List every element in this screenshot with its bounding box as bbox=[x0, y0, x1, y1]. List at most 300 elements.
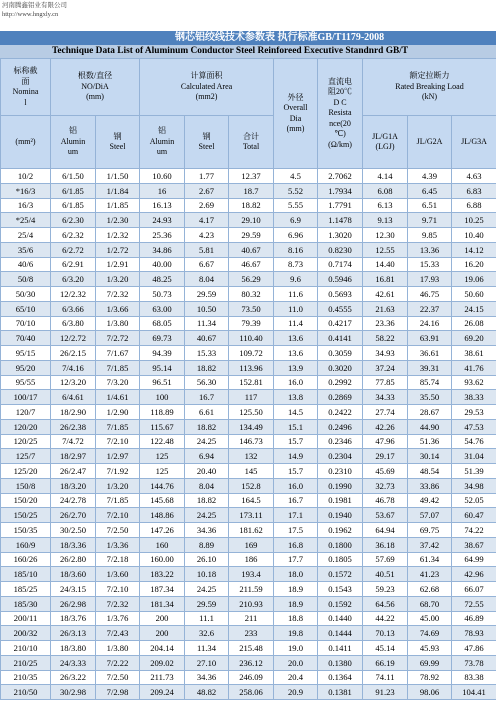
cell-dc-resistance: 1.7934 bbox=[318, 183, 363, 198]
sub-steel-cn: 钢 bbox=[202, 131, 211, 141]
cell-breaking-load-g1a: 27.74 bbox=[363, 405, 408, 420]
header-overall-dia-cn: 外径 bbox=[287, 92, 304, 102]
cell-steel-strands: 7/2.50 bbox=[96, 523, 140, 538]
header-strands-cn: 根数/直径 bbox=[77, 71, 113, 81]
cell-breaking-load-g3a: 38.33 bbox=[452, 390, 496, 405]
cell-dc-resistance: 0.7174 bbox=[318, 257, 363, 272]
cell-steel-strands: 7/2.18 bbox=[96, 552, 140, 567]
cell-al-strands: 26/3.13 bbox=[51, 626, 96, 641]
cell-al-strands: 26/2.98 bbox=[51, 596, 96, 611]
header-strands-aluminum bbox=[51, 116, 96, 169]
cell-total-area: 18.82 bbox=[229, 198, 274, 213]
cell-steel-area: 24.25 bbox=[185, 434, 229, 449]
cell-breaking-load-g2a: 17.93 bbox=[408, 272, 452, 287]
cell-steel-strands: 1/3.80 bbox=[96, 316, 140, 331]
cell-breaking-load-g3a: 24.15 bbox=[452, 301, 496, 316]
cell-steel-area: 15.33 bbox=[185, 346, 229, 361]
cell-breaking-load-g2a: 85.74 bbox=[408, 375, 452, 390]
cell-steel-area: 6.61 bbox=[185, 405, 229, 420]
header-area-steel bbox=[185, 116, 229, 169]
cell-nominal-section: *25/4 bbox=[1, 213, 51, 228]
cell-breaking-load-g2a: 9.71 bbox=[408, 213, 452, 228]
cell-al-strands: 18/2.90 bbox=[51, 405, 96, 420]
table-row bbox=[1, 582, 496, 597]
cell-steel-area: 4.23 bbox=[185, 228, 229, 243]
cell-breaking-load-g2a: 69.75 bbox=[408, 523, 452, 538]
cell-dc-resistance: 0.2422 bbox=[318, 405, 363, 420]
company-header bbox=[2, 1, 67, 19]
cell-breaking-load-g2a: 98.06 bbox=[408, 685, 452, 700]
cell-al-strands: 7/4.72 bbox=[51, 434, 96, 449]
cell-al-strands: 26/2.80 bbox=[51, 552, 96, 567]
header-strands-steel bbox=[96, 116, 140, 169]
header-area-cn: 计算面积 bbox=[190, 71, 223, 81]
cell-steel-strands: 1/3.76 bbox=[96, 611, 140, 626]
cell-overall-dia: 14.9 bbox=[274, 449, 318, 464]
cell-al-strands: 6/2.32 bbox=[51, 228, 96, 243]
cell-dc-resistance: 0.1990 bbox=[318, 478, 363, 493]
cell-steel-strands: 7/1.85 bbox=[96, 360, 140, 375]
cell-breaking-load-g3a: 83.38 bbox=[452, 670, 496, 685]
cell-al-area: 115.67 bbox=[140, 419, 185, 434]
table-row bbox=[1, 198, 496, 213]
header-overall-dia-unit: (mm) bbox=[286, 124, 305, 133]
table-row bbox=[1, 523, 496, 538]
cell-nominal-section: 120/7 bbox=[1, 405, 51, 420]
cell-breaking-load-g2a: 4.39 bbox=[408, 169, 452, 184]
cell-overall-dia: 5.52 bbox=[274, 183, 318, 198]
header-dc-resistance bbox=[318, 59, 363, 169]
cell-breaking-load-g2a: 49.42 bbox=[408, 493, 452, 508]
cell-dc-resistance: 0.2992 bbox=[318, 375, 363, 390]
cell-breaking-load-g1a: 66.19 bbox=[363, 655, 408, 670]
sub-g1a-code: JL/G1A bbox=[372, 131, 398, 141]
cell-breaking-load-g2a: 44.90 bbox=[408, 419, 452, 434]
cell-overall-dia: 6.9 bbox=[274, 213, 318, 228]
cell-dc-resistance: 0.2304 bbox=[318, 449, 363, 464]
cell-al-strands: 30/2.50 bbox=[51, 523, 96, 538]
header-area-total bbox=[229, 116, 274, 169]
cell-steel-strands: 1/1.85 bbox=[96, 198, 140, 213]
cell-nominal-section: 65/10 bbox=[1, 301, 51, 316]
cell-al-area: 94.39 bbox=[140, 346, 185, 361]
cell-breaking-load-g1a: 45.69 bbox=[363, 464, 408, 479]
cell-steel-strands: 1/3.36 bbox=[96, 537, 140, 552]
cell-overall-dia: 17.5 bbox=[274, 523, 318, 538]
table-row bbox=[1, 419, 496, 434]
cell-al-area: 25.36 bbox=[140, 228, 185, 243]
cell-steel-area: 11.34 bbox=[185, 316, 229, 331]
cell-total-area: 113.96 bbox=[229, 360, 274, 375]
cell-breaking-load-g2a: 28.67 bbox=[408, 405, 452, 420]
table-row bbox=[1, 508, 496, 523]
cell-steel-strands: 7/2.32 bbox=[96, 287, 140, 302]
cell-breaking-load-g1a: 45.14 bbox=[363, 641, 408, 656]
cell-al-area: 144.76 bbox=[140, 478, 185, 493]
cell-steel-area: 24.25 bbox=[185, 582, 229, 597]
cell-al-strands: 18/3.36 bbox=[51, 537, 96, 552]
cell-overall-dia: 16.7 bbox=[274, 493, 318, 508]
cell-al-strands: 18/3.76 bbox=[51, 611, 96, 626]
cell-overall-dia: 18.9 bbox=[274, 582, 318, 597]
cell-al-area: 16 bbox=[140, 183, 185, 198]
table-row bbox=[1, 375, 496, 390]
header-dc-resistance-en: D C Resistance(20 ℃) bbox=[328, 97, 352, 139]
table-row bbox=[1, 169, 496, 184]
cell-total-area: 215.48 bbox=[229, 641, 274, 656]
cell-al-area: 10.60 bbox=[140, 169, 185, 184]
table-row bbox=[1, 655, 496, 670]
cell-nominal-section: 125/20 bbox=[1, 464, 51, 479]
cell-total-area: 132 bbox=[229, 449, 274, 464]
table-row bbox=[1, 670, 496, 685]
cell-breaking-load-g2a: 63.91 bbox=[408, 331, 452, 346]
cell-al-area: 211.73 bbox=[140, 670, 185, 685]
cell-steel-area: 1.77 bbox=[185, 169, 229, 184]
cell-al-strands: 6/2.91 bbox=[51, 257, 96, 272]
cell-breaking-load-g2a: 39.31 bbox=[408, 360, 452, 375]
cell-nominal-section: 120/25 bbox=[1, 434, 51, 449]
cell-dc-resistance: 0.1364 bbox=[318, 670, 363, 685]
cell-breaking-load-g1a: 34.93 bbox=[363, 346, 408, 361]
cell-al-area: 148.86 bbox=[140, 508, 185, 523]
cell-overall-dia: 8.16 bbox=[274, 242, 318, 257]
table-row bbox=[1, 567, 496, 582]
cell-steel-area: 26.10 bbox=[185, 552, 229, 567]
table-row bbox=[1, 464, 496, 479]
cell-steel-strands: 7/1.92 bbox=[96, 464, 140, 479]
cell-steel-strands: 1/1.50 bbox=[96, 169, 140, 184]
cell-steel-area: 2.69 bbox=[185, 198, 229, 213]
cell-al-area: 95.14 bbox=[140, 360, 185, 375]
cell-steel-strands: 7/2.10 bbox=[96, 582, 140, 597]
cell-nominal-section: 125/7 bbox=[1, 449, 51, 464]
cell-overall-dia: 15.1 bbox=[274, 419, 318, 434]
cell-total-area: 73.50 bbox=[229, 301, 274, 316]
cell-total-area: 186 bbox=[229, 552, 274, 567]
cell-al-area: 69.73 bbox=[140, 331, 185, 346]
table-row bbox=[1, 493, 496, 508]
cell-breaking-load-g1a: 29.17 bbox=[363, 449, 408, 464]
cell-breaking-load-g1a: 42.26 bbox=[363, 419, 408, 434]
cell-dc-resistance: 0.4555 bbox=[318, 301, 363, 316]
table-row bbox=[1, 272, 496, 287]
cell-total-area: 110.40 bbox=[229, 331, 274, 346]
cell-breaking-load-g2a: 51.36 bbox=[408, 434, 452, 449]
cell-breaking-load-g2a: 41.23 bbox=[408, 567, 452, 582]
cell-breaking-load-g3a: 16.20 bbox=[452, 257, 496, 272]
cell-nominal-section: 160/9 bbox=[1, 537, 51, 552]
cell-breaking-load-g1a: 23.36 bbox=[363, 316, 408, 331]
cell-total-area: 152.81 bbox=[229, 375, 274, 390]
cell-nominal-section: *16/3 bbox=[1, 183, 51, 198]
cell-steel-area: 11.1 bbox=[185, 611, 229, 626]
cell-nominal-section: 70/10 bbox=[1, 316, 51, 331]
cell-dc-resistance: 0.3020 bbox=[318, 360, 363, 375]
cell-overall-dia: 19.8 bbox=[274, 626, 318, 641]
cell-steel-area: 11.34 bbox=[185, 641, 229, 656]
cell-breaking-load-g3a: 51.39 bbox=[452, 464, 496, 479]
cell-breaking-load-g3a: 60.47 bbox=[452, 508, 496, 523]
table-row bbox=[1, 316, 496, 331]
cell-nominal-section: 95/20 bbox=[1, 360, 51, 375]
cell-dc-resistance: 0.8230 bbox=[318, 242, 363, 257]
cell-nominal-section: 25/4 bbox=[1, 228, 51, 243]
cell-steel-area: 18.82 bbox=[185, 419, 229, 434]
cell-breaking-load-g3a: 38.61 bbox=[452, 346, 496, 361]
cell-breaking-load-g3a: 41.76 bbox=[452, 360, 496, 375]
cell-total-area: 79.39 bbox=[229, 316, 274, 331]
cell-overall-dia: 14.5 bbox=[274, 405, 318, 420]
cell-breaking-load-g1a: 34.33 bbox=[363, 390, 408, 405]
cell-breaking-load-g3a: 104.41 bbox=[452, 685, 496, 700]
cell-nominal-section: 185/10 bbox=[1, 567, 51, 582]
cell-al-strands: 18/3.80 bbox=[51, 641, 96, 656]
cell-total-area: 56.29 bbox=[229, 272, 274, 287]
cell-steel-area: 10.50 bbox=[185, 301, 229, 316]
cell-steel-strands: 1/2.90 bbox=[96, 405, 140, 420]
cell-breaking-load-g3a: 10.40 bbox=[452, 228, 496, 243]
header-area-group bbox=[140, 59, 274, 116]
cell-dc-resistance: 0.1940 bbox=[318, 508, 363, 523]
cell-al-strands: 6/1.85 bbox=[51, 198, 96, 213]
cell-nominal-section: 210/25 bbox=[1, 655, 51, 670]
header-nominal-section bbox=[1, 59, 51, 116]
cell-total-area: 233 bbox=[229, 626, 274, 641]
company-name: 河南腾鑫铝业有限公司 bbox=[2, 2, 67, 9]
cell-steel-area: 20.40 bbox=[185, 464, 229, 479]
cell-steel-area: 8.04 bbox=[185, 272, 229, 287]
cell-breaking-load-g3a: 14.12 bbox=[452, 242, 496, 257]
cell-al-strands: 18/3.60 bbox=[51, 567, 96, 582]
cell-steel-strands: 7/2.22 bbox=[96, 655, 140, 670]
cell-breaking-load-g3a: 42.96 bbox=[452, 567, 496, 582]
cell-breaking-load-g2a: 37.42 bbox=[408, 537, 452, 552]
cell-breaking-load-g3a: 72.55 bbox=[452, 596, 496, 611]
cell-breaking-load-g1a: 6.13 bbox=[363, 198, 408, 213]
header-load-g1a bbox=[363, 116, 408, 169]
sub-aluminum-cn: 铝 bbox=[158, 126, 167, 136]
cell-breaking-load-g3a: 31.04 bbox=[452, 449, 496, 464]
table-row bbox=[1, 434, 496, 449]
cell-breaking-load-g2a: 22.37 bbox=[408, 301, 452, 316]
cell-breaking-load-g1a: 36.18 bbox=[363, 537, 408, 552]
cell-breaking-load-g1a: 32.73 bbox=[363, 478, 408, 493]
cell-steel-strands: 1/3.20 bbox=[96, 272, 140, 287]
cell-al-area: 160.00 bbox=[140, 552, 185, 567]
table-row bbox=[1, 596, 496, 611]
cell-al-strands: 6/1.85 bbox=[51, 183, 96, 198]
cell-dc-resistance: 0.1380 bbox=[318, 655, 363, 670]
cell-al-strands: 26/2.38 bbox=[51, 419, 96, 434]
header-dc-resistance-cn: 直流电阻20℃ bbox=[328, 76, 353, 97]
cell-steel-area: 40.67 bbox=[185, 331, 229, 346]
cell-overall-dia: 18.8 bbox=[274, 611, 318, 626]
cell-steel-strands: 1/2.30 bbox=[96, 213, 140, 228]
cell-al-area: 40.00 bbox=[140, 257, 185, 272]
cell-breaking-load-g2a: 74.69 bbox=[408, 626, 452, 641]
cell-steel-area: 4.17 bbox=[185, 213, 229, 228]
cell-total-area: 109.72 bbox=[229, 346, 274, 361]
header-area-aluminum bbox=[140, 116, 185, 169]
cell-al-area: 209.24 bbox=[140, 685, 185, 700]
cell-breaking-load-g3a: 46.89 bbox=[452, 611, 496, 626]
table-row bbox=[1, 405, 496, 420]
table-row bbox=[1, 257, 496, 272]
cell-steel-strands: 7/1.67 bbox=[96, 346, 140, 361]
cell-breaking-load-g2a: 78.92 bbox=[408, 670, 452, 685]
cell-breaking-load-g2a: 62.68 bbox=[408, 582, 452, 597]
cell-nominal-section: 16/3 bbox=[1, 198, 51, 213]
cell-al-area: 187.34 bbox=[140, 582, 185, 597]
cell-steel-area: 56.30 bbox=[185, 375, 229, 390]
table-row bbox=[1, 242, 496, 257]
cell-total-area: 152.8 bbox=[229, 478, 274, 493]
cell-breaking-load-g1a: 70.13 bbox=[363, 626, 408, 641]
sub-aluminum-en: Aluminum bbox=[149, 136, 175, 157]
cell-dc-resistance: 0.5693 bbox=[318, 287, 363, 302]
cell-breaking-load-g1a: 6.08 bbox=[363, 183, 408, 198]
cell-breaking-load-g3a: 34.98 bbox=[452, 478, 496, 493]
cell-dc-resistance: 0.1800 bbox=[318, 537, 363, 552]
cell-nominal-section: 150/8 bbox=[1, 478, 51, 493]
header-row-2 bbox=[1, 116, 496, 169]
header-breaking-load-unit: (kN) bbox=[421, 92, 438, 102]
cell-breaking-load-g2a: 13.36 bbox=[408, 242, 452, 257]
cell-overall-dia: 5.55 bbox=[274, 198, 318, 213]
cell-steel-strands: 1/2.91 bbox=[96, 257, 140, 272]
cell-breaking-load-g3a: 6.83 bbox=[452, 183, 496, 198]
cell-breaking-load-g1a: 74.11 bbox=[363, 670, 408, 685]
cell-al-area: 125 bbox=[140, 449, 185, 464]
cell-breaking-load-g2a: 36.61 bbox=[408, 346, 452, 361]
cell-breaking-load-g3a: 54.76 bbox=[452, 434, 496, 449]
cell-nominal-section: 120/20 bbox=[1, 419, 51, 434]
cell-al-area: 48.25 bbox=[140, 272, 185, 287]
cell-breaking-load-g2a: 45.93 bbox=[408, 641, 452, 656]
cell-overall-dia: 16.8 bbox=[274, 537, 318, 552]
cell-nominal-section: 50/8 bbox=[1, 272, 51, 287]
cell-al-strands: 26/2.15 bbox=[51, 346, 96, 361]
cell-al-strands: 7/4.16 bbox=[51, 360, 96, 375]
table-row bbox=[1, 626, 496, 641]
cell-breaking-load-g1a: 21.63 bbox=[363, 301, 408, 316]
cell-al-strands: 26/3.22 bbox=[51, 670, 96, 685]
cell-overall-dia: 4.5 bbox=[274, 169, 318, 184]
cell-breaking-load-g1a: 57.69 bbox=[363, 552, 408, 567]
cell-dc-resistance: 1.3020 bbox=[318, 228, 363, 243]
cell-steel-strands: 7/2.72 bbox=[96, 331, 140, 346]
sub-g1a-alt: (LGJ) bbox=[375, 142, 395, 151]
cell-dc-resistance: 0.1592 bbox=[318, 596, 363, 611]
cell-overall-dia: 11.4 bbox=[274, 316, 318, 331]
title-english: Technique Data List of Aluminum Conductor Steel Reinforeed Executive Standnrd GB/T bbox=[0, 45, 496, 58]
cell-steel-strands: 7/1.85 bbox=[96, 493, 140, 508]
table-row bbox=[1, 478, 496, 493]
cell-nominal-section: 160/26 bbox=[1, 552, 51, 567]
cell-al-strands: 6/3.66 bbox=[51, 301, 96, 316]
cell-total-area: 246.09 bbox=[229, 670, 274, 685]
cell-steel-strands: 7/3.20 bbox=[96, 375, 140, 390]
cell-dc-resistance: 0.2496 bbox=[318, 419, 363, 434]
cell-nominal-section: 10/2 bbox=[1, 169, 51, 184]
cell-steel-strands: 7/2.50 bbox=[96, 670, 140, 685]
cell-breaking-load-g3a: 29.53 bbox=[452, 405, 496, 420]
cell-dc-resistance: 0.1962 bbox=[318, 523, 363, 538]
sub-steel-en: Steel bbox=[198, 142, 215, 151]
cell-dc-resistance: 0.2310 bbox=[318, 464, 363, 479]
cell-breaking-load-g1a: 4.14 bbox=[363, 169, 408, 184]
cell-dc-resistance: 0.1381 bbox=[318, 685, 363, 700]
cell-steel-strands: 7/1.85 bbox=[96, 419, 140, 434]
cell-steel-area: 16.7 bbox=[185, 390, 229, 405]
header-nominal-cn: 标称截面 bbox=[13, 66, 38, 86]
cell-breaking-load-g3a: 52.05 bbox=[452, 493, 496, 508]
cell-breaking-load-g1a: 64.56 bbox=[363, 596, 408, 611]
cell-nominal-section: 35/6 bbox=[1, 242, 51, 257]
cell-steel-area: 34.36 bbox=[185, 523, 229, 538]
cell-breaking-load-g1a: 42.61 bbox=[363, 287, 408, 302]
cell-breaking-load-g1a: 64.94 bbox=[363, 523, 408, 538]
cell-steel-strands: 1/3.66 bbox=[96, 301, 140, 316]
cell-total-area: 80.32 bbox=[229, 287, 274, 302]
cell-al-strands: 26/2.70 bbox=[51, 508, 96, 523]
cell-breaking-load-g2a: 33.86 bbox=[408, 478, 452, 493]
cell-total-area: 236.12 bbox=[229, 655, 274, 670]
cell-breaking-load-g1a: 59.23 bbox=[363, 582, 408, 597]
cell-total-area: 12.37 bbox=[229, 169, 274, 184]
cell-breaking-load-g1a: 77.85 bbox=[363, 375, 408, 390]
cell-breaking-load-g2a: 15.33 bbox=[408, 257, 452, 272]
cell-nominal-section: 50/30 bbox=[1, 287, 51, 302]
cell-overall-dia: 20.4 bbox=[274, 670, 318, 685]
table-row bbox=[1, 611, 496, 626]
cell-steel-area: 48.82 bbox=[185, 685, 229, 700]
cell-total-area: 211.59 bbox=[229, 582, 274, 597]
cell-steel-strands: 1/4.61 bbox=[96, 390, 140, 405]
cell-total-area: 29.59 bbox=[229, 228, 274, 243]
cell-al-strands: 24/3.15 bbox=[51, 582, 96, 597]
table-row bbox=[1, 331, 496, 346]
cell-steel-strands: 7/2.32 bbox=[96, 596, 140, 611]
cell-breaking-load-g2a: 46.75 bbox=[408, 287, 452, 302]
cell-al-area: 183.22 bbox=[140, 567, 185, 582]
cell-total-area: 117 bbox=[229, 390, 274, 405]
cell-dc-resistance: 0.1411 bbox=[318, 641, 363, 656]
cell-dc-resistance: 1.7791 bbox=[318, 198, 363, 213]
cell-nominal-section: 200/32 bbox=[1, 626, 51, 641]
header-area-unit: (mm2) bbox=[195, 92, 218, 102]
cell-total-area: 210.93 bbox=[229, 596, 274, 611]
cell-breaking-load-g3a: 74.22 bbox=[452, 523, 496, 538]
cell-steel-area: 29.59 bbox=[185, 596, 229, 611]
spec-table bbox=[0, 58, 496, 700]
cell-al-strands: 6/4.61 bbox=[51, 390, 96, 405]
cell-breaking-load-g1a: 40.51 bbox=[363, 567, 408, 582]
cell-al-area: 50.73 bbox=[140, 287, 185, 302]
cell-al-strands: 18/3.20 bbox=[51, 478, 96, 493]
cell-al-strands: 6/3.20 bbox=[51, 272, 96, 287]
header-load-g3a: JL/G3A bbox=[452, 116, 496, 169]
table-row bbox=[1, 641, 496, 656]
cell-breaking-load-g1a: 12.55 bbox=[363, 242, 408, 257]
cell-steel-area: 10.18 bbox=[185, 567, 229, 582]
cell-al-area: 125 bbox=[140, 464, 185, 479]
cell-al-strands: 6/2.30 bbox=[51, 213, 96, 228]
cell-steel-strands: 7/2.43 bbox=[96, 626, 140, 641]
cell-total-area: 181.62 bbox=[229, 523, 274, 538]
cell-breaking-load-g2a: 24.16 bbox=[408, 316, 452, 331]
